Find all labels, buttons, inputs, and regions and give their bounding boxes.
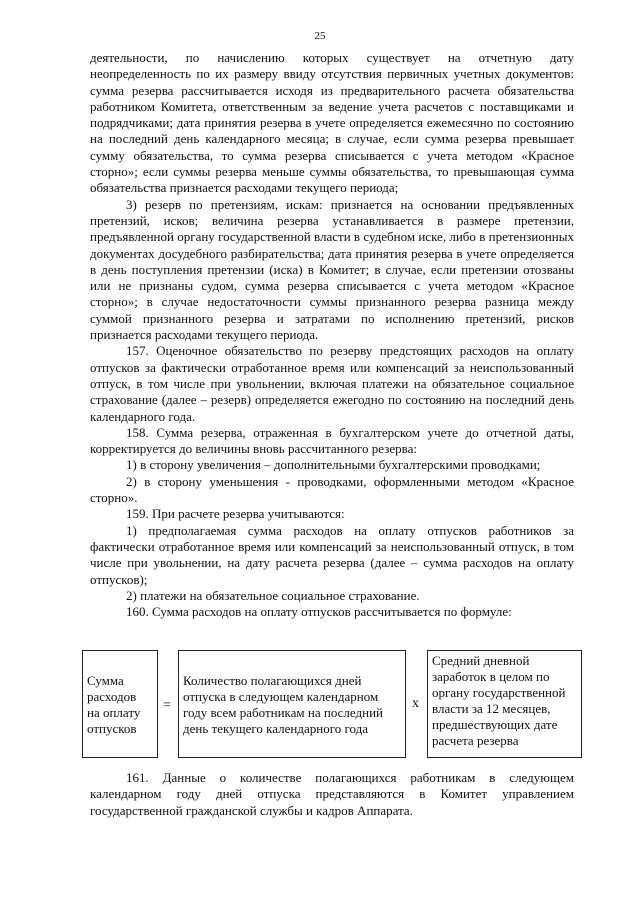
paragraph: 159. При расчете резерва учитываются:: [126, 506, 345, 522]
formula-right-line: предшествующих дате: [432, 717, 558, 732]
paragraph: 2) в сторону уменьшения - проводками, оформленными методом «Красное сторно».: [90, 473, 574, 506]
formula: [82, 650, 582, 760]
paragraph: 160. Сумма расходов на оплату отпусков рассчитывается по формуле:: [126, 604, 512, 620]
paragraph: 1) предполагаемая сумма расходов на оплату отпусков работников за фактически отработанное время или компенсаций за неиспользованный отпуск, в том числе при увольнении, на дату расчета резерва (далее – сумма расходов на оплату отпусков);: [90, 522, 574, 587]
paragraph: 1) в сторону увеличения – дополнительными бухгалтерскими проводками;: [126, 457, 541, 473]
paragraph: 157. Оценочное обязательство по резерву предстоящих расходов на оплату отпусков за фактически отработанное время или компенсаций за неиспользованный отпуск, в том числе при увольнении, включая платежи на обязательное социальное страхование (далее – резерв) определяется ежегодно по состоянию на последний день календарного года.: [90, 343, 574, 424]
formula-right-line: заработок в целом по: [432, 669, 550, 684]
page-number: 25: [314, 30, 326, 42]
paragraph: 158. Сумма резерва, отраженная в бухгалтерском учете до отчетной даты, корректируется до величины вновь рассчитанного резерва:: [90, 424, 574, 457]
formula-right-line: расчета резерва: [432, 733, 519, 748]
final-paragraph: 161. Данные о количестве полагающихся работникам в следующем календарном году дней отпуска представляются в Комитет управлением государственной гражданской службы и кадров Аппарата.: [90, 770, 574, 818]
multiply-sign: x: [412, 696, 419, 711]
paragraph: деятельности, по начислению которых существует на отчетную дату неопределенность по их размеру ввиду отсутствия первичных учетных документов: сумма резерва рассчитывается исходя из предварительного расчета обязательства работником Комитета, ответственным за ведение учета расчетов с поставщиками и подрядчиками; дата принятия резерва в учете определяется ежемесячно по состоянию на последний день календарного месяца; в случае, если сумма резерва превышает сумму обязательства, то сумма резерва списывается с учета методом «Красное сторно»; если суммы резерва меньше суммы обязательства, то превышающая сумма обязательства признается расходами текущего периода;: [90, 50, 574, 196]
body-text: [90, 50, 574, 620]
formula-left-line: расходов: [87, 689, 137, 704]
formula-left-box: [82, 650, 158, 758]
formula-right-line: органу государственной: [432, 685, 566, 700]
formula-right-box: [427, 650, 582, 758]
paragraph: 2) платежи на обязательное социальное страхование.: [126, 587, 420, 603]
formula-right-line: Средний дневной: [432, 653, 530, 668]
formula-left-line: Сумма: [87, 673, 124, 688]
formula-middle-line: году всем работникам на последний: [183, 705, 384, 720]
formula-left-line: отпусков: [87, 721, 137, 736]
formula-middle-line: Количество полагающихся дней: [183, 673, 362, 688]
formula-middle-line: отпуска в следующем календарном: [183, 689, 379, 704]
paragraph: 3) резерв по претензиям, искам: признается на основании предъявленных претензий, исков; величина резерва устанавливается в размере претензии, предъявленной органу государственной власти в судебном иске, либо в претензионных документах досудебного разбирательства; дата принятия резерва в учете определяется в день поступления претензии (иска) в Комитет; в случае, если претензии отозваны или не признаны судом, сумма резерва списывается с учета методом «Красное сторно»; в случае недостаточности суммы признанного резерва разница между суммой признанного резерва и затратами по исполнению претензий, рисков признается расходами текущего периода.: [90, 196, 574, 343]
formula-middle-line: день текущего календарного года: [183, 721, 368, 736]
formula-right-line: власти за 12 месяцев,: [432, 701, 551, 716]
formula-middle-box: [178, 650, 406, 758]
equals-sign: =: [163, 698, 171, 713]
formula-left-line: на оплату: [87, 705, 141, 720]
